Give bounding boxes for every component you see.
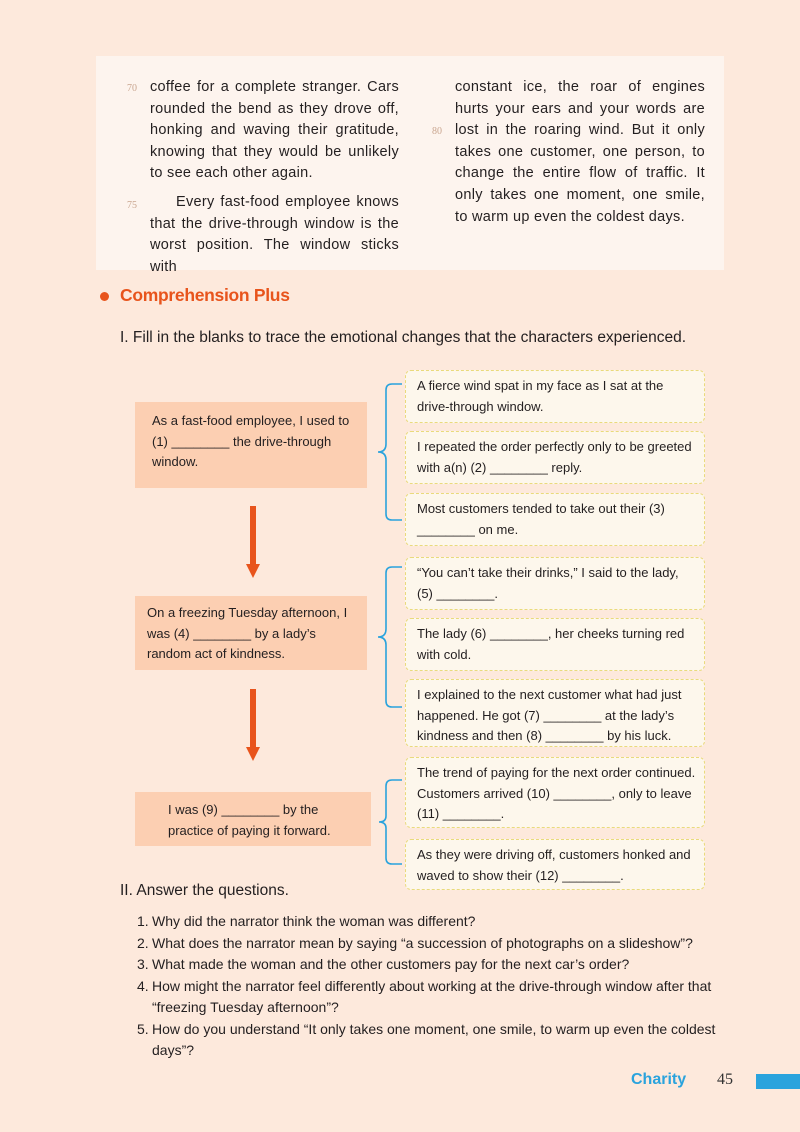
passage-right-column	[455, 77, 705, 228]
summary-box-stage-3: I was (9) ________ by the practice of paying it forward.	[135, 792, 371, 846]
question-number: 5.	[137, 1020, 149, 1037]
page-number: 45	[717, 1071, 733, 1088]
question-text: Why did the narrator think the woman was different?	[152, 913, 476, 929]
question-number: 3.	[137, 956, 149, 972]
question-number: 1.	[137, 913, 149, 929]
question-number: 2.	[137, 934, 149, 951]
question-list	[137, 911, 737, 1062]
part-two-instruction: II. Answer the questions.	[120, 882, 289, 899]
question-text: How might the narrator feel differently about working at the drive-through window after that “freezing Tuesday afternoon”?	[152, 977, 712, 1015]
passage-paragraph: coffee for a complete stranger. Cars rounded the bend as they drove off, honking and waving their gratitude, knowing that they would be unlikely to see each other again.	[150, 79, 399, 182]
question-item	[137, 1019, 737, 1062]
passage-paragraph: Every fast-food employee knows that the drive-through window is the worst position. The window sticks with	[150, 193, 399, 275]
detail-box: The trend of paying for the next order continued. Customers arrived (10) ________, only to leave (11) ________.	[405, 757, 705, 828]
line-number-75: 75	[127, 200, 137, 211]
line-number-80: 80	[432, 126, 442, 137]
detail-box: As they were driving off, customers honked and waved to show their (12) ________.	[405, 839, 705, 890]
detail-box: Most customers tended to take out their (3) ________ on me.	[405, 493, 705, 546]
question-item	[137, 954, 737, 976]
brace-icon	[374, 382, 408, 522]
detail-box: I repeated the order perfectly only to be greeted with a(n) (2) ________ reply.	[405, 431, 705, 484]
summary-box-stage-2: On a freezing Tuesday afternoon, I was (4) ________ by a lady’s random act of kindness.	[135, 596, 367, 670]
question-text: How do you understand “It only takes one moment, one smile, to warm up even the coldest days”?	[152, 1020, 716, 1058]
unit-title: Charity	[631, 1071, 687, 1088]
detail-box: A fierce wind spat in my face as I sat at the drive-through window.	[405, 370, 705, 423]
section-bullet-icon	[100, 292, 109, 301]
detail-box: “You can’t take their drinks,” I said to the lady, (5) ________.	[405, 557, 705, 610]
passage-paragraph: constant ice, the roar of engines hurts your ears and your words are lost in the roaring wind. But it only takes one customer, one person, to change the entire flow of traffic. It only takes one moment, one smile, to warm up even the coldest days.	[455, 79, 705, 225]
brace-icon	[376, 778, 408, 866]
question-item	[137, 933, 737, 955]
question-number: 4.	[137, 977, 149, 994]
question-text: What does the narrator mean by saying “a succession of photographs on a slideshow”?	[152, 934, 693, 951]
down-arrow-icon	[248, 689, 258, 762]
section-title: Comprehension Plus	[120, 285, 290, 305]
passage-left-column	[150, 77, 399, 278]
brace-icon	[374, 565, 408, 709]
question-item	[137, 976, 737, 1019]
line-number-70: 70	[127, 83, 137, 94]
page-tab-marker	[756, 1074, 800, 1089]
down-arrow-icon	[248, 506, 258, 579]
detail-box: The lady (6) ________, her cheeks turning red with cold.	[405, 618, 705, 671]
detail-box: I explained to the next customer what had just happened. He got (7) ________ at the lady’s kindness and then (8) ________ by his luck.	[405, 679, 705, 747]
summary-box-stage-1: As a fast-food employee, I used to (1) ________ the drive-through window.	[135, 402, 367, 488]
part-one-instruction: I. Fill in the blanks to trace the emotional changes that the characters experienced.	[120, 329, 687, 346]
question-item	[137, 911, 737, 933]
question-text: What made the woman and the other customers pay for the next car’s order?	[152, 956, 630, 972]
